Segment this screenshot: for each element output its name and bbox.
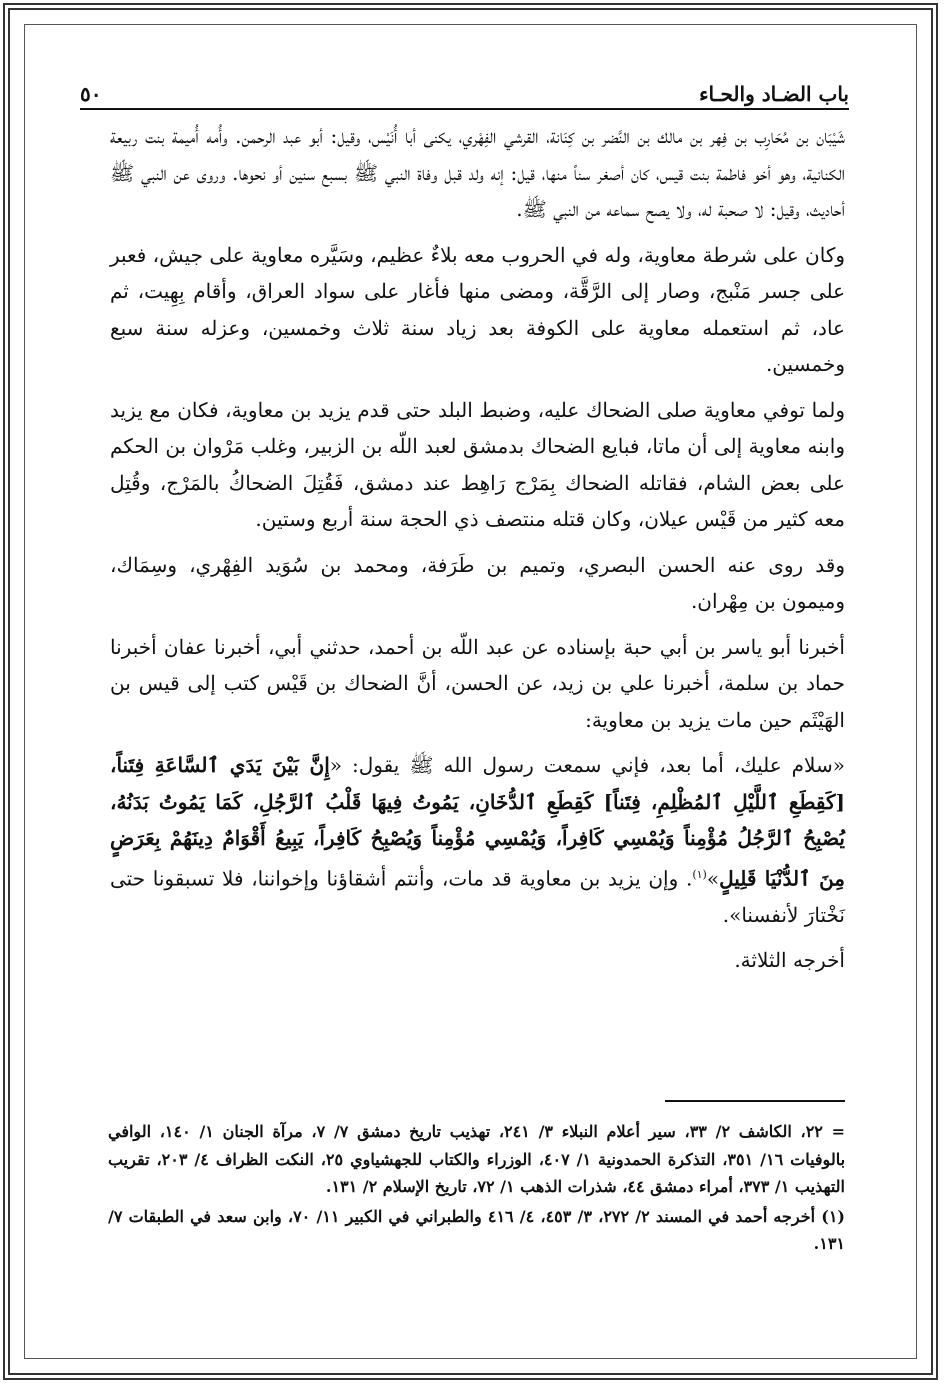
letter-intro: «سلام عليك، أما بعد، فإني سمعت رسول الله ﷺ يقول: « [329, 753, 845, 777]
paragraph: ولما توفي معاوية صلى الضحاك عليه، وضبط البلد حتى قدم يزيد بن معاوية، فكان مع يزيد وابنه معاوية إلى أن ماتا، فبايع الضحاك بدمشق لعبد اللّه بن الزبير، وغلب مَرْوان بن الحكم على بعض الشام، فقاتله الضحاك بِمَرْج رَاهِط عند دمشق، فَقُتِلَ الضحاكُ بالمَرْج، وقُتِل معه كثير من قَيْس عيلان، وكان قتله منتصف ذي الحجة سنة أربع وستين. [110, 397, 845, 531]
page-number: ٥٠ [80, 82, 102, 106]
letter-rest: . وإن يزيد بن معاوية قد مات، وأنتم أشقاؤنا وإخواننا، فلا تسبقونا حتى نَخْتارَ لأنفسنا». [110, 866, 845, 927]
letter-paragraph [110, 747, 845, 933]
footnote-ref: (١) [692, 867, 707, 881]
page-header [80, 70, 849, 106]
main-text [110, 118, 845, 988]
paragraph: وكان على شرطة معاوية، وله في الحروب معه بلاءٌ عظيم، وسَيَّره معاوية على جيش، فعبر على جسر مَنْبج، وصار إلى الرَّقَّة، ومضى منها فأغار على سواد العراق، وأقام بِهِيت، ثم عاد، ثم استعمله معاوية على الكوفة بعد زياد سنة ثلاث وخمسين، وعزله سنة سبع وخمسين. [110, 242, 845, 376]
hadith-text: إِنَّ بَيْنَ يَدَي ٱلسَّاعَةِ فِتَناً، [كَقِطَعِ ٱللَّيْلِ ٱلمُظْلِمِ، فِتَناً] كَقِطَعِ ٱلدُّخَانِ، يَمُوتُ فِيهَا قَلْبُ ٱلرَّجُلِ، كَمَا يَمُوتُ بَدَنُهُ، يُصْبِحُ ٱلرَّجُلُ مُؤْمِناً وَيُمْسِي كَافِراً، وَيُمْسِي مُؤْمِناً وَيُصْبِحُ كَافِراً، يَبِيعُ أَقْوَامٌ دِينَهُمْ بِعَرَضٍ مِنَ ٱلدُّنْيَا قَلِيلٍ [110, 753, 846, 891]
footnote-continued: = ٢٢، الكاشف ٢/ ٣٣، سير أعلام النبلاء ٣/ ٢٤١، تهذيب تاريخ دمشق ٧/ ٧، مرآة الجنان ١/ ١٤٠، الوافي بالوفيات ١٦/ ٣٥١، التذكرة الحمدونية ١/ ٤٠٧، الوزراء والكتاب للجهشياوي ٢٥، النكت الظراف ٤/ ٢٠٣، تقريب التهذيب ١/ ٣٧٣، أمراء دمشق ٤٤، شذرات الذهب ١/ ٧٢، تاريخ الإسلام ٢/ ١٣١. [108, 1122, 846, 1196]
footnote-rule [665, 1100, 845, 1102]
chapter-title: باب الضـاد والحـاء [699, 82, 849, 106]
paragraph: أخبرنا أبو ياسر بن أبي حبة بإسناده عن عبد اللّه بن أحمد، حدثني أبي، أخبرنا عفان أخبرنا حماد بن سلمة، أخبرنا علي بن زيد، عن الحسن، أنَّ الضحاك بن قَيْس كتب إلى قيس بن الهَيْثَم حين مات يزيد بن معاوية: [110, 634, 845, 732]
footnotes [108, 1118, 845, 1260]
quote-close: » [706, 866, 720, 891]
paragraph: شَيْبَان بن مُحَارِب بن فِهر بن مالك بن النَّضر بن كِنَانة، القرشي الفِهْري، يكنى أبا أُنَيْس، وقيل: أبو عبد الرحمن. وأُمه أُميمة بنت ربيعة الكنانية، وهو أخو فاطمة بنت قيس، كان أصغر سناً منها، قيل: إنه ولد قبل وفاة النبي ﷺ بسبع سنين أو نحوها. وروى عن النبي ﷺ أحاديث، وقيل: لا صحبة له، ولا يصح سماعه من النبي ﷺ. [110, 124, 845, 221]
paragraph: وقد روى عنه الحسن البصري، وتميم بن طَرَفة، ومحمد بن سُوَيد الفِهْري، وسِمَاك، وميمون بن مِهْران. [110, 552, 845, 613]
header-rule [80, 108, 849, 110]
footnote-1: (١) أخرجه أحمد في المسند ٢/ ٢٧٢، ٣/ ٤٥٣، ٤/ ٤١٦ والطبراني في الكبير ١١/ ٧٠، وابن سعد في الطبقات ٧/ ١٣١. [108, 1206, 845, 1253]
closing-note: أخرجه الثلاثة. [734, 948, 845, 973]
